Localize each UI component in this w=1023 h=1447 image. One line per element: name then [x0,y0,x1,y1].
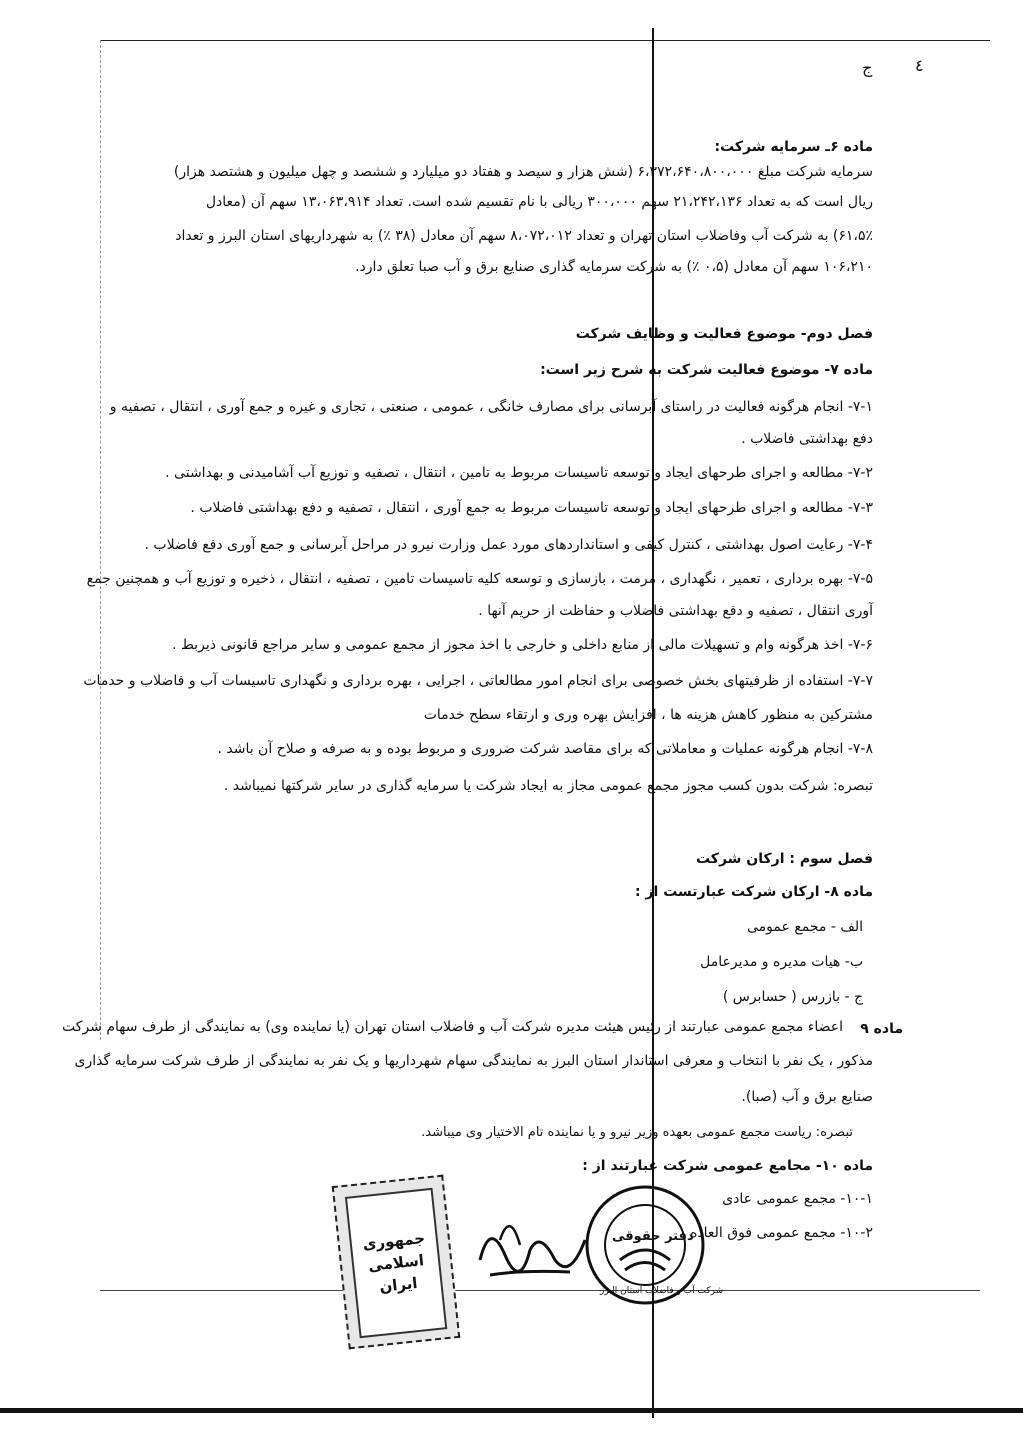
organ-item: الف - مجمع عمومی [747,919,863,935]
scan-frame-top [100,40,990,41]
organ-item: ج - بازرس ( حسابرس ) [722,989,863,1005]
article6-heading: ماده ۶ـ سرمایه شرکت: [714,139,873,155]
scan-frame-left [100,40,101,1040]
article7-item: ۷-۴- رعایت اصول بهداشتی ، کنترل کیفی و استانداردهای مورد عمل وزارت نیرو در مراحل آبرسانی و جمع آوری دفع فاضلاب . [144,537,873,553]
article10-heading: ماده ۱۰- مجامع عمومی شرکت عبارتند از : [582,1158,873,1174]
corner-mark: ٤ [915,56,924,75]
article7-item: مشترکین به منظور کاهش هزینه ها ، افزایش بهره وری و ارتقاء سطح خدمات [423,707,873,723]
article7-item: ۷-۲- مطالعه و اجرای طرحهای ایجاد و توسعه تاسیسات مربوط به تامین ، انتقال ، تصفیه و توزیع آب آشامیدنی و بهداشتی . [165,465,873,481]
chapter3-heading: فصل سوم : ارکان شرکت [695,851,873,867]
article9-note: تبصره: ریاست مجمع عمومی بعهده وزیر نیرو و یا نماینده تام الاختیار وی میباشد. [421,1125,853,1140]
stamp-text: ایران [378,1273,419,1296]
stamp-text: جمهوری [361,1228,426,1254]
article9-line: صنایع برق و آب (صبا). [741,1089,873,1105]
article7-item: دفع بهداشتی فاضلاب . [741,431,873,447]
signature [460,1200,600,1300]
article9-label: ماده ۹ [860,1021,903,1037]
article7-item: ۷-۸- انجام هرگونه عملیات و معاملاتی که برای مقاصد شرکت ضروری و مربوط بوده و به صرفه و صلاح آن باشد . [217,741,873,757]
article7-item: ۷-۳- مطالعه و اجرای طرحهای ایجاد و توسعه تاسیسات مربوط به جمع آوری ، انتقال ، تصفیه و دفع بهداشتی فاضلاب . [190,500,873,516]
seal-ring-text: شرکت آب و فاضلاب استان البرز [600,1286,724,1296]
organ-item: ب- هیات مدیره و مدیرعامل [700,954,863,970]
article7-item: ۷-۱- انجام هرگونه فعالیت در راستای آبرسانی برای مصارف خانگی ، عمومی ، صنعتی ، تجاری و غیره و جمع آوری ، انتقال ، تصفیه و [109,399,873,415]
revenue-stamp [332,1175,461,1350]
article6-line: سرمایه شرکت مبلغ ۶،۳۷۲،۶۴۰،۸۰۰،۰۰۰ (شش هزار و سیصد و هفتاد دو میلیارد و ششصد و چهل میلیون و هشتصد هزار) [173,164,873,180]
article7-heading: ماده ۷- موضوع فعالیت شرکت به شرح زیر است: [540,362,873,378]
article7-note: تبصره: شرکت بدون کسب مجوز مجمع عمومی مجاز به ایجاد شرکت یا سرمایه گذاری در سایر شرکتها نمیباشد . [223,778,873,794]
article7-item: آوری انتقال ، تصفیه و دفع بهداشتی فاضلاب و حفاظت از حریم آنها . [478,603,873,619]
article9-line: مذکور ، یک نفر با انتخاب و معرفی استاندار استان البرز به نمایندگی سهام شهرداریها و یک نفر به نمایندگی از طرف شرکت سرمایه گذاری [74,1053,873,1069]
article9-line: اعضاء مجمع عمومی عبارتند از رئیس هیئت مدیره شرکت آب و فاضلاب استان تهران (یا نماینده وی) به نمایندگی از طرف سهام شرکت [62,1019,843,1035]
article6-line: ۶۱،۵٪) به شرکت آب وفاضلاب استان تهران و تعداد ۸،۰۷۲،۰۱۲ سهم آن معادل (۳۸ ٪) به شهرداریهای استان البرز و تعداد [175,228,873,244]
article7-item: ۷-۶- اخذ هرگونه وام و تسهیلات مالی از منابع داخلی و خارجی با اخذ مجوز از مجمع عمومی و سایر مراجع قانونی ذیربط . [172,637,873,653]
stamp-text: اسلامی [367,1251,425,1275]
article10-item: ۱۰-۱- مجمع عمومی عادی [722,1191,873,1207]
chapter2-heading: فصل دوم- موضوع فعالیت و وظایف شرکت [575,326,873,342]
article7-item: ۷-۵- بهره برداری ، تعمیر ، نگهداری ، مرمت ، بازسازی و توسعه کلیه تاسیسات تامین ، تصفیه ، انتقال ، ذخیره و توزیع آب و همچنین جمع [86,571,873,587]
article6-line: ریال است که به تعداد ۲۱،۲۴۲،۱۳۶ سهم ۳۰۰،۰۰۰ ریالی با نام تقسیم شده است. تعداد ۱۳،۰۶۳،۹۱۴ سهم آن (معادل [205,194,873,210]
article10-item: ۱۰-۲- مجمع عمومی فوق العاده [690,1225,873,1241]
article8-heading: ماده ۸- ارکان شرکت عبارتست از : [635,884,873,900]
article6-line: ۱۰۶،۲۱۰ سهم آن معادل (۰،۵ ٪) به شرکت سرمایه گذاری صنایع برق و آب صبا تعلق دارد. [355,259,873,275]
corner-mark: ج [862,58,873,77]
article7-item: ۷-۷- استفاده از ظرفیتهای بخش خصوصی برای انجام امور مطالعاتی ، اجرایی ، بهره برداری و نگهداری تاسیسات آب و فاضلاب و حدمات [83,673,873,689]
seal-center-text: دفتر حقوقی [612,1229,694,1244]
bottom-border [0,1408,1023,1413]
